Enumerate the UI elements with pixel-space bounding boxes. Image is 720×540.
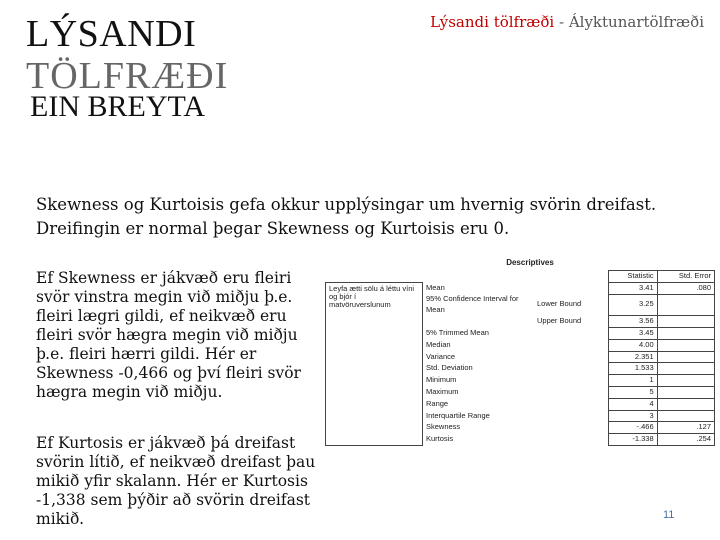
slide-header [430,13,704,31]
row-sublabel [534,363,608,375]
row-label: Interquartile Range [426,410,490,420]
skewness-paragraph: Ef Skewness er jákvæð eru fleiri svör vinstra megin við miðju þ.e. fleiri lægri gildi, ef neikvæð eru fleiri svör hægra megin við miðju þ.e. fleiri hærri gildi. Hér er Skewness -0,466 og því fleiri svör hægra megin við miðju. [36,269,301,401]
kurtosis-paragraph: Ef Kurtosis er jákvæð þá dreifast svörin lítið, ef neikvæð dreifast þau mikið yfir skalann. Hér er Kurtosis -1,338 sem þýðir að svörin dreifast mikið. [36,434,316,528]
table-row [326,282,715,294]
statistic-value: 4 [608,398,657,410]
std-error-value [657,327,714,339]
descriptives-table [325,258,715,462]
statistic-value: 3.41 [608,282,657,294]
row-label [423,316,535,328]
std-error-value: .127 [657,422,714,434]
row-sublabel [534,386,608,398]
std-error-value [657,339,714,351]
row-sublabel [534,422,608,434]
row-sublabel [534,375,608,387]
std-error-value: .254 [657,434,714,446]
variable-label: Leyfa ætti sölu á léttu víni og bjór í matvöruverslunum [326,282,423,445]
std-error-value [657,386,714,398]
header-subject: Ályktunartölfræði [568,13,704,31]
statistic-value: 3.56 [608,316,657,328]
row-sublabel [534,434,608,446]
statistic-value: 4.00 [608,339,657,351]
std-error-value [657,363,714,375]
table-title: Descriptives [506,258,554,267]
statistic-value: 5 [608,386,657,398]
row-sublabel [534,282,608,294]
descriptives-grid [325,270,715,446]
row-label: Variance [426,351,456,361]
row-label: Kurtosis [426,434,454,444]
title-line-2: TÖLFRÆÐI [26,55,229,97]
std-error-value [657,398,714,410]
row-label: Maximum [426,386,459,396]
page-number: 11 [663,509,675,521]
row-sublabel [534,327,608,339]
row-label: 95% Confidence Interval for Mean [426,294,519,314]
statistic-value: 1.533 [608,363,657,375]
std-error-value: .080 [657,282,714,294]
row-label: Mean [426,282,445,292]
row-label: 5% Trimmed Mean [426,327,489,337]
row-sublabel: Lower Bound [537,299,582,309]
title-line-1: LÝSANDI [26,13,197,55]
statistic-value: -1.338 [608,434,657,446]
col-statistic: Statistic [608,271,657,283]
header-separator: - [554,13,569,31]
row-label: Median [426,339,451,349]
title-line-3: EIN BREYTA [30,90,206,123]
table-body [326,282,715,445]
intro-text: Skewness og Kurtoisis gefa okkur upplýsingar um hvernig svörin dreifast. Dreifingin er normal þegar Skewness og Kurtoisis eru 0. [36,195,657,238]
row-label: Skewness [426,422,461,432]
std-error-value [657,375,714,387]
row-sublabel: Upper Bound [537,316,582,326]
std-error-value [657,316,714,328]
statistic-value: 3.25 [608,294,657,316]
statistic-value: 1 [608,375,657,387]
statistic-value: 3.45 [608,327,657,339]
row-label: Minimum [426,375,457,385]
col-std-error: Std. Error [657,271,714,283]
std-error-value [657,294,714,316]
header-course: Lýsandi tölfræði [430,13,555,31]
std-error-value [657,410,714,422]
row-sublabel [534,410,608,422]
row-sublabel [534,339,608,351]
statistic-value: -.466 [608,422,657,434]
std-error-value [657,351,714,363]
row-sublabel [534,398,608,410]
header-spacer [326,271,609,283]
row-label: Range [426,398,449,408]
row-sublabel [534,351,608,363]
table-header-row [326,271,715,283]
statistic-value: 2.351 [608,351,657,363]
statistic-value: 3 [608,410,657,422]
row-label: Std. Deviation [426,363,473,373]
